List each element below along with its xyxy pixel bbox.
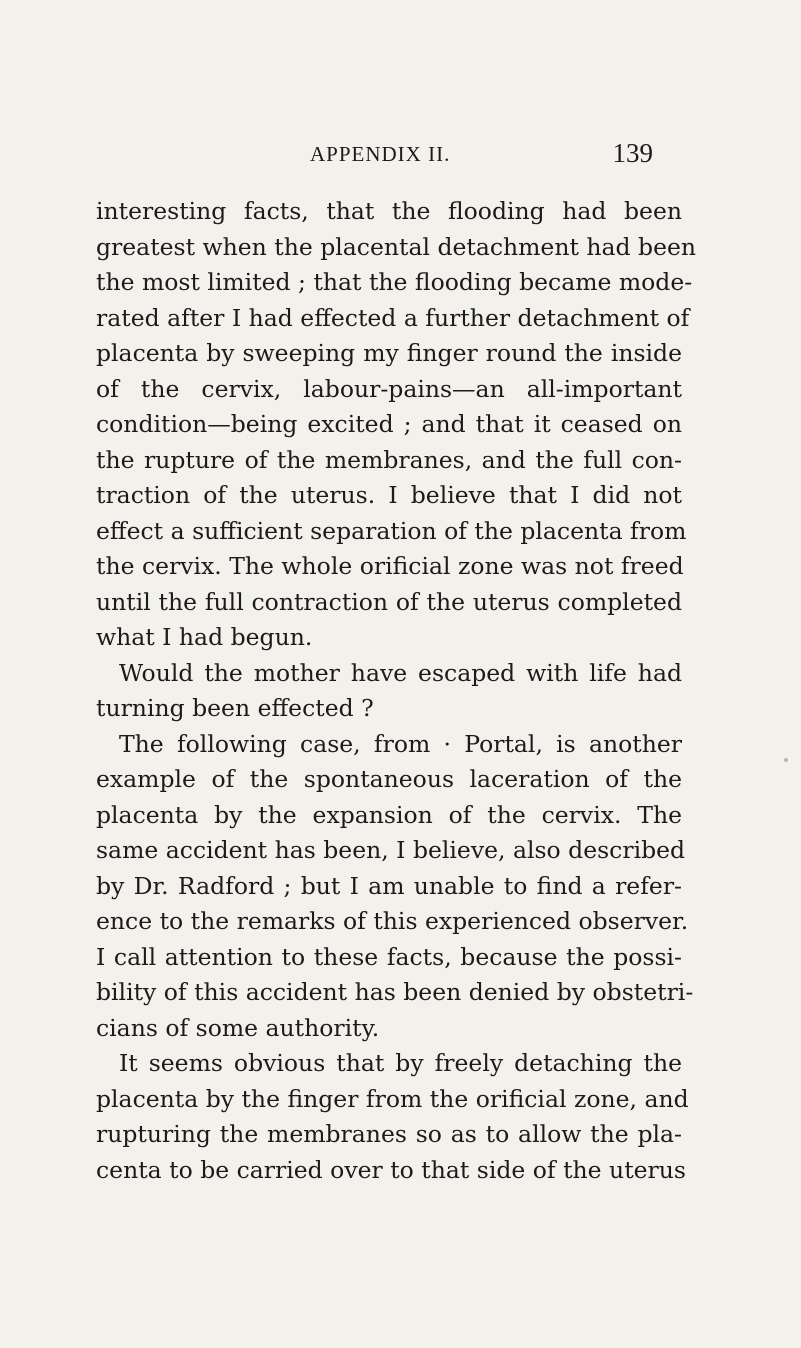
text-line: Would the mother have escaped with life had: [119, 658, 682, 687]
running-head: APPENDIX II.: [310, 142, 451, 166]
text-line: traction of the uterus. I believe that I did not: [96, 481, 682, 509]
text-line: It seems obvious that by freely detaching the: [119, 1049, 682, 1077]
text-line: effect a sufficient separation of the placenta from: [96, 516, 687, 545]
text-line: the most limited ; that the flooding became mode-: [96, 268, 693, 296]
text-line: placenta by the finger from the orificial zone, and: [96, 1084, 689, 1113]
text-line: the cervix. The whole orificial zone was not freed: [96, 552, 684, 580]
text-line: bility of this accident has been denied by obstetri-: [96, 978, 694, 1006]
text-line: interesting facts, that the flooding had been: [96, 197, 682, 225]
text-line: the rupture of the membranes, and the full con-: [96, 445, 682, 474]
text-line: what I had begun.: [96, 623, 313, 651]
text-line: placenta by the expansion of the cervix. The: [96, 800, 682, 829]
text-line: I call attention to these facts, because the possi-: [96, 942, 682, 971]
body-text: [96, 194, 697, 1188]
text-line: same accident has been, I believe, also described: [96, 836, 686, 864]
text-line: The following case, from · Portal, is another: [119, 729, 682, 758]
paper-speck: [784, 758, 788, 762]
text-line: by Dr. Radford ; but I am unable to find a refer-: [96, 871, 682, 900]
page-number: 139: [612, 138, 653, 168]
text-line: until the full contraction of the uterus completed: [96, 587, 682, 616]
text-line: rupturing the membranes so as to allow the pla-: [96, 1120, 682, 1148]
text-line: greatest when the placental detachment had been: [96, 232, 697, 261]
page-header: [310, 138, 653, 168]
text-line: placenta by sweeping my finger round the inside: [96, 339, 682, 367]
text-line: cians of some authority.: [96, 1013, 380, 1042]
text-line: rated after I had effected a further detachment of: [96, 303, 690, 332]
text-line: of the cervix, labour-pains—an all-important: [96, 374, 682, 403]
text-line: centa to be carried over to that side of the uterus: [96, 1155, 686, 1184]
text-line: turning been effected ?: [96, 694, 374, 722]
text-line: example of the spontaneous laceration of the: [96, 765, 682, 793]
text-line: ence to the remarks of this experienced observer.: [96, 907, 689, 935]
text-line: condition—being excited ; and that it ceased on: [96, 410, 682, 438]
